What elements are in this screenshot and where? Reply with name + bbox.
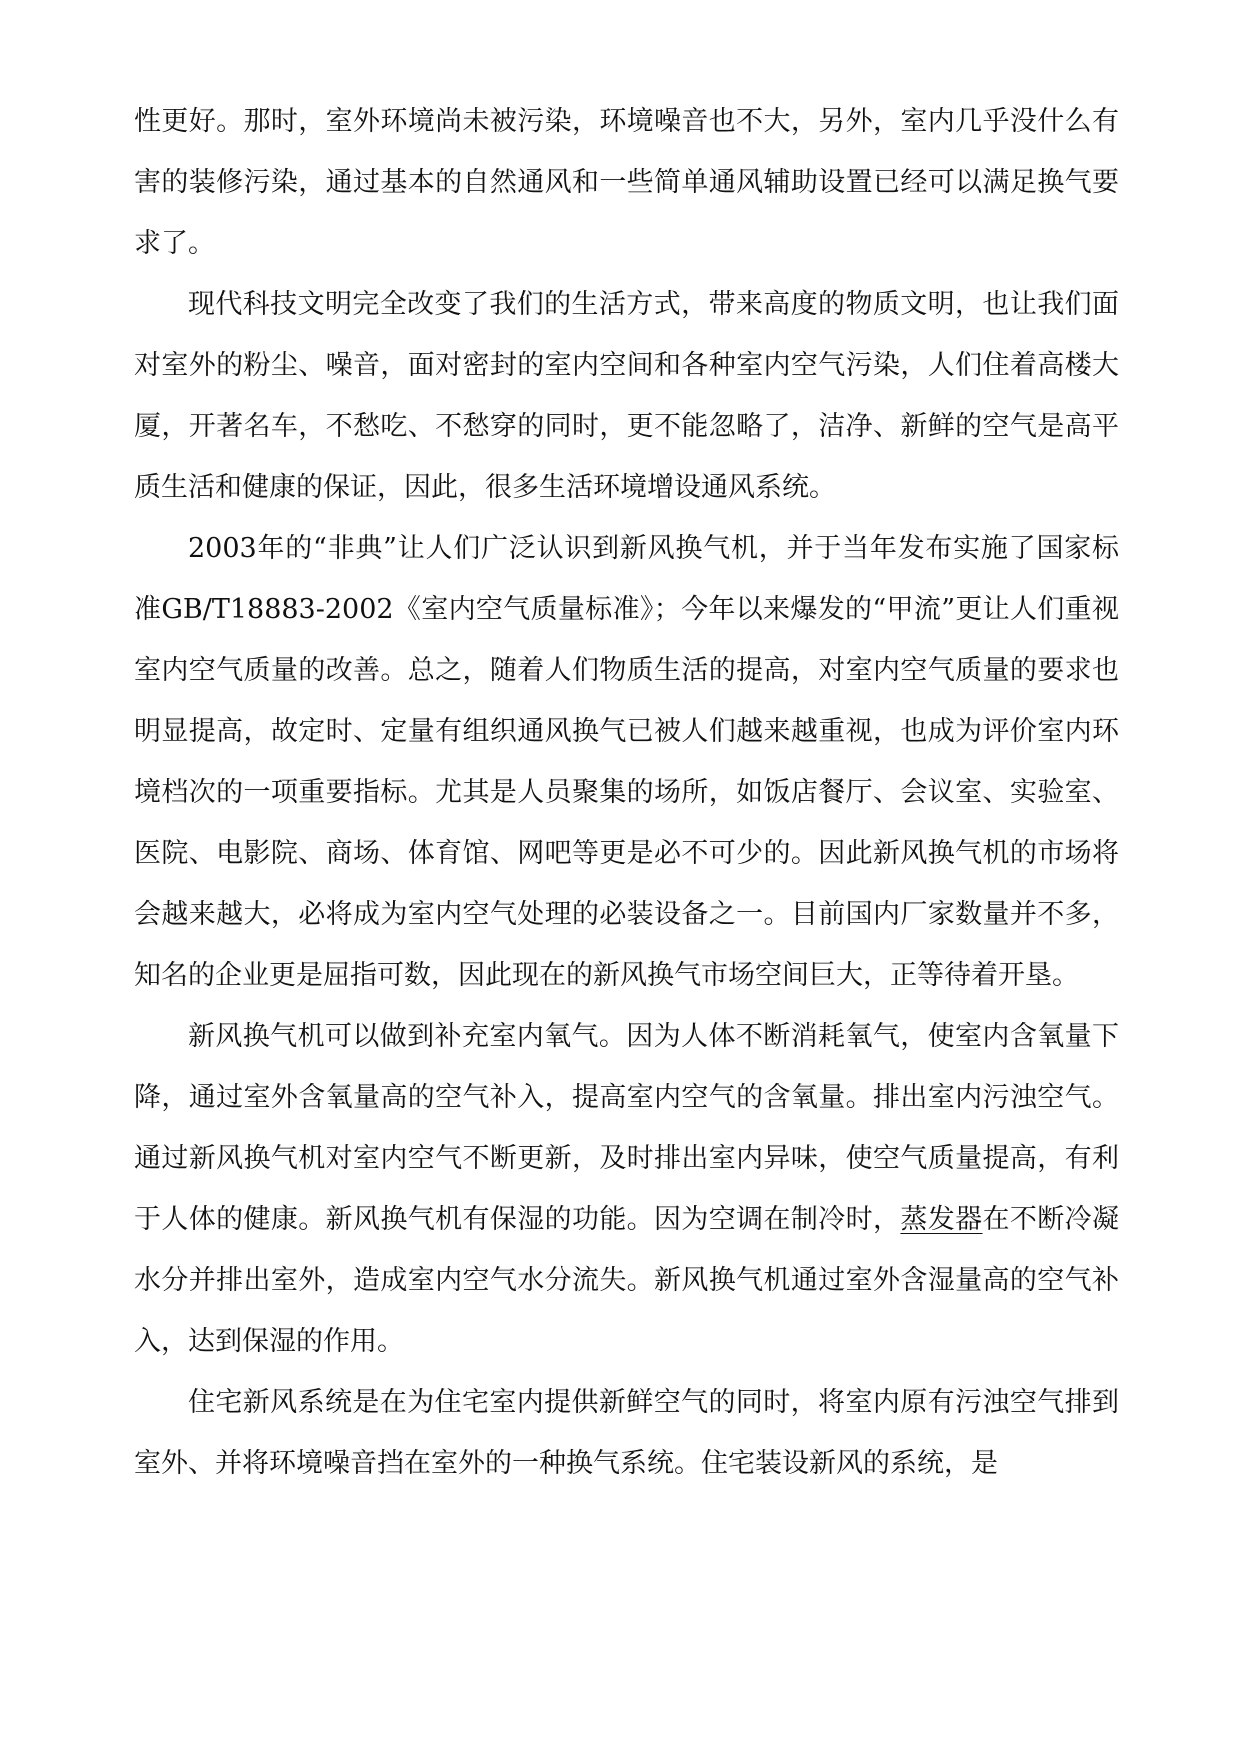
- paragraph-text-after-link: 在不断冷凝水分并排出室外，造成室内空气水分流失。新风换气机通过室外含湿量高的空气补入，达到保湿的作用。: [134, 1204, 1120, 1357]
- document-body: [134, 91, 1119, 1494]
- paragraph-text-before-link: 新风换气机可以做到补充室内氧气。因为人体不断消耗氧气，使室内含氧量下降，通过室外含氧量高的空气补入，提高室内空气的含氧量。排出室内污浊空气。通过新风换气机对室内空气不断更新，及时排出室内异味，使空气质量提高，有利于人体的健康。新风换气机有保湿的功能。因为空调在制冷时，: [134, 1021, 1119, 1235]
- paragraph-continuation: 性更好。那时，室外环境尚未被污染，环境噪音也不大，另外，室内几乎没什么有害的装修污染，通过基本的自然通风和一些简单通风辅助设置已经可以满足换气要求了。: [134, 106, 1119, 259]
- paragraph-sars-standard: 2003年的“非典”让人们广泛认识到新风换气机，并于当年发布实施了国家标准GB/T18883-2002《室内空气质量标准》；今年以来爆发的“甲流”更让人们重视室内空气质量的改善。总之，随着人们物质生活的提高，对室内空气质量的要求也明显提高，故定时、定量有组织通风换气已被人们越来越重视，也成为评价室内环境档次的一项重要指标。尤其是人员聚集的场所，如饭店餐厅、会议室、实验室、医院、电影院、商场、体育馆、网吧等更是必不可少的。因此新风换气机的市场将会越来越大，必将成为室内空气处理的必装设备之一。目前国内厂家数量并不多，知名的企业更是屈指可数，因此现在的新风换气市场空间巨大，正等待着开垦。: [134, 533, 1119, 991]
- paragraph-fresh-air-functions: [134, 1006, 1119, 1372]
- evaporator-link[interactable]: 蒸发器: [900, 1204, 983, 1235]
- paragraph-residential-system: 住宅新风系统是在为住宅室内提供新鲜空气的同时，将室内原有污浊空气排到室外、并将环境噪音挡在室外的一种换气系统。住宅装设新风的系统，是: [134, 1387, 1119, 1479]
- paragraph-modern-technology: 现代科技文明完全改变了我们的生活方式，带来高度的物质文明，也让我们面对室外的粉尘、噪音，面对密封的室内空间和各种室内空气污染，人们住着高楼大厦，开著名车，不愁吃、不愁穿的同时，更不能忽略了，洁净、新鲜的空气是高平质生活和健康的保证，因此，很多生活环境增设通风系统。: [134, 289, 1119, 503]
